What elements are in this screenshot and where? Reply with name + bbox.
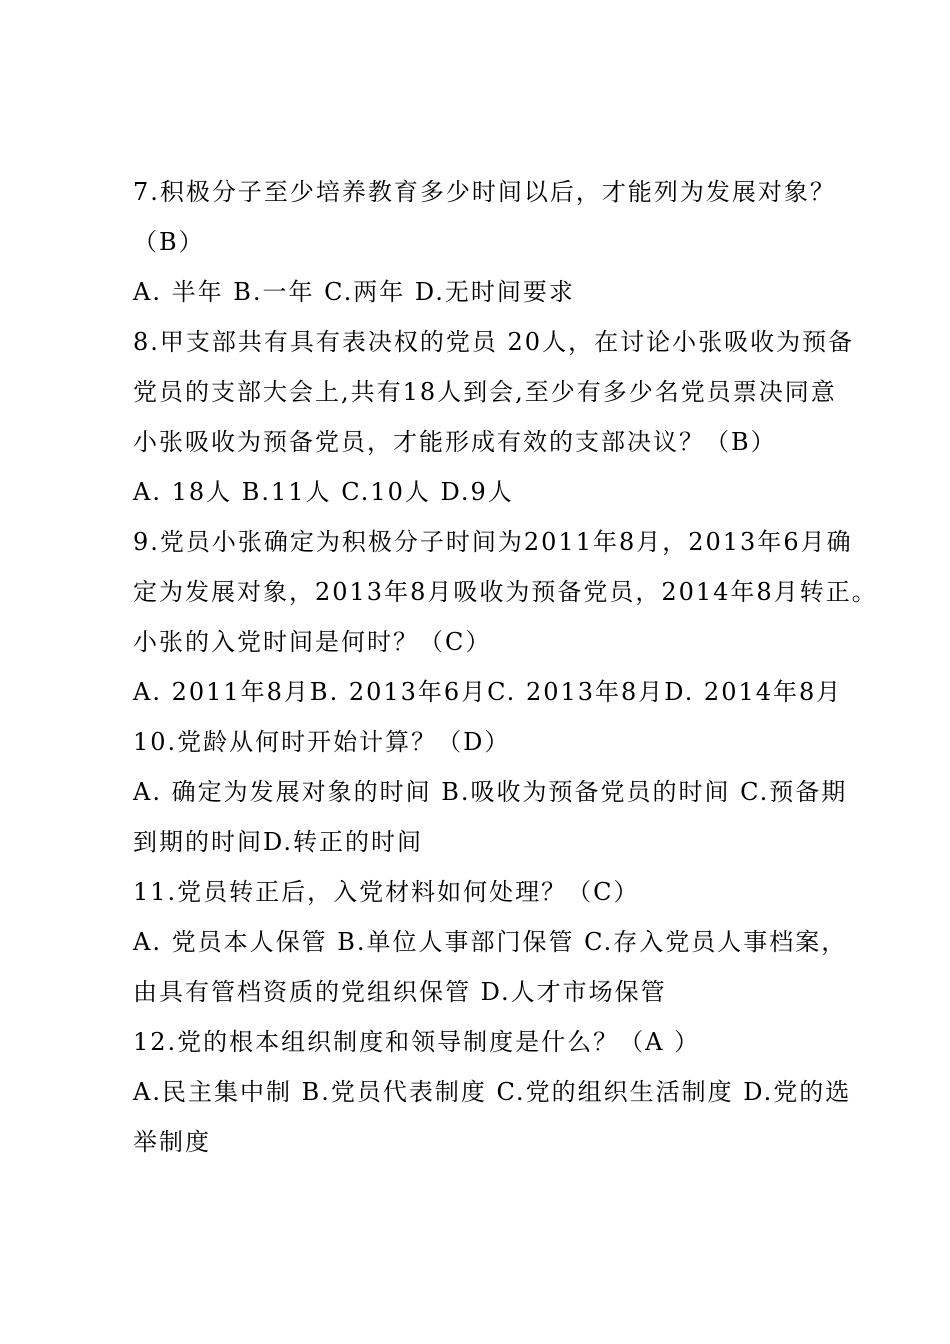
question-9-text-line-2: 定为发展对象，2013年8月吸收为预备党员，2014年8月转正。 — [133, 578, 878, 606]
question-10-text: 10.党龄从何时开始计算？（D） — [133, 728, 511, 756]
question-10-options-line-2: 到期的时间D.转正的时间 — [133, 828, 424, 856]
question-10-options-line-1: A. 确定为发展对象的时间 B.吸收为预备党员的时间 C.预备期 — [133, 778, 848, 806]
question-12-options-line-1: A.民主集中制 B.党员代表制度 C.党的组织生活制度 D.党的选 — [133, 1078, 852, 1106]
question-7-options: A. 半年 B.一年 C.两年 D.无时间要求 — [133, 278, 575, 306]
question-8-text-line-2: 党员的支部大会上,共有18人到会,至少有多少名党员票决同意 — [133, 378, 837, 406]
question-9-text-line-1: 9.党员小张确定为积极分子时间为2011年8月，2013年6月确 — [133, 528, 853, 556]
question-8-options: A. 18人 B.11人 C.10人 D.9人 — [133, 478, 514, 506]
question-8-text-line-1: 8.甲支部共有具有表决权的党员 20人，在讨论小张吸收为预备 — [133, 328, 855, 356]
question-8-text-line-3: 小张吸收为预备党员，才能形成有效的支部决议？（B） — [133, 428, 777, 456]
question-9-text-line-3: 小张的入党时间是何时？（C） — [133, 628, 492, 656]
question-11-options-line-2: 由具有管档资质的党组织保管 D.人才市场保管 — [133, 978, 667, 1006]
question-11-text: 11.党员转正后，入党材料如何处理？（C） — [133, 878, 640, 906]
question-12-text: 12.党的根本组织制度和领导制度是什么？（A ） — [133, 1028, 701, 1056]
question-9-options: A. 2011年8月B. 2013年6月C. 2013年8月D. 2014年8月 — [133, 678, 843, 706]
question-11-options-line-1: A. 党员本人保管 B.单位人事部门保管 C.存入党员人事档案， — [133, 928, 848, 956]
question-7-answer: （B） — [133, 228, 205, 256]
question-12-options-line-2: 举制度 — [133, 1128, 211, 1156]
question-7-text: 7.积极分子至少培养教育多少时间以后，才能列为发展对象？ — [133, 178, 836, 206]
